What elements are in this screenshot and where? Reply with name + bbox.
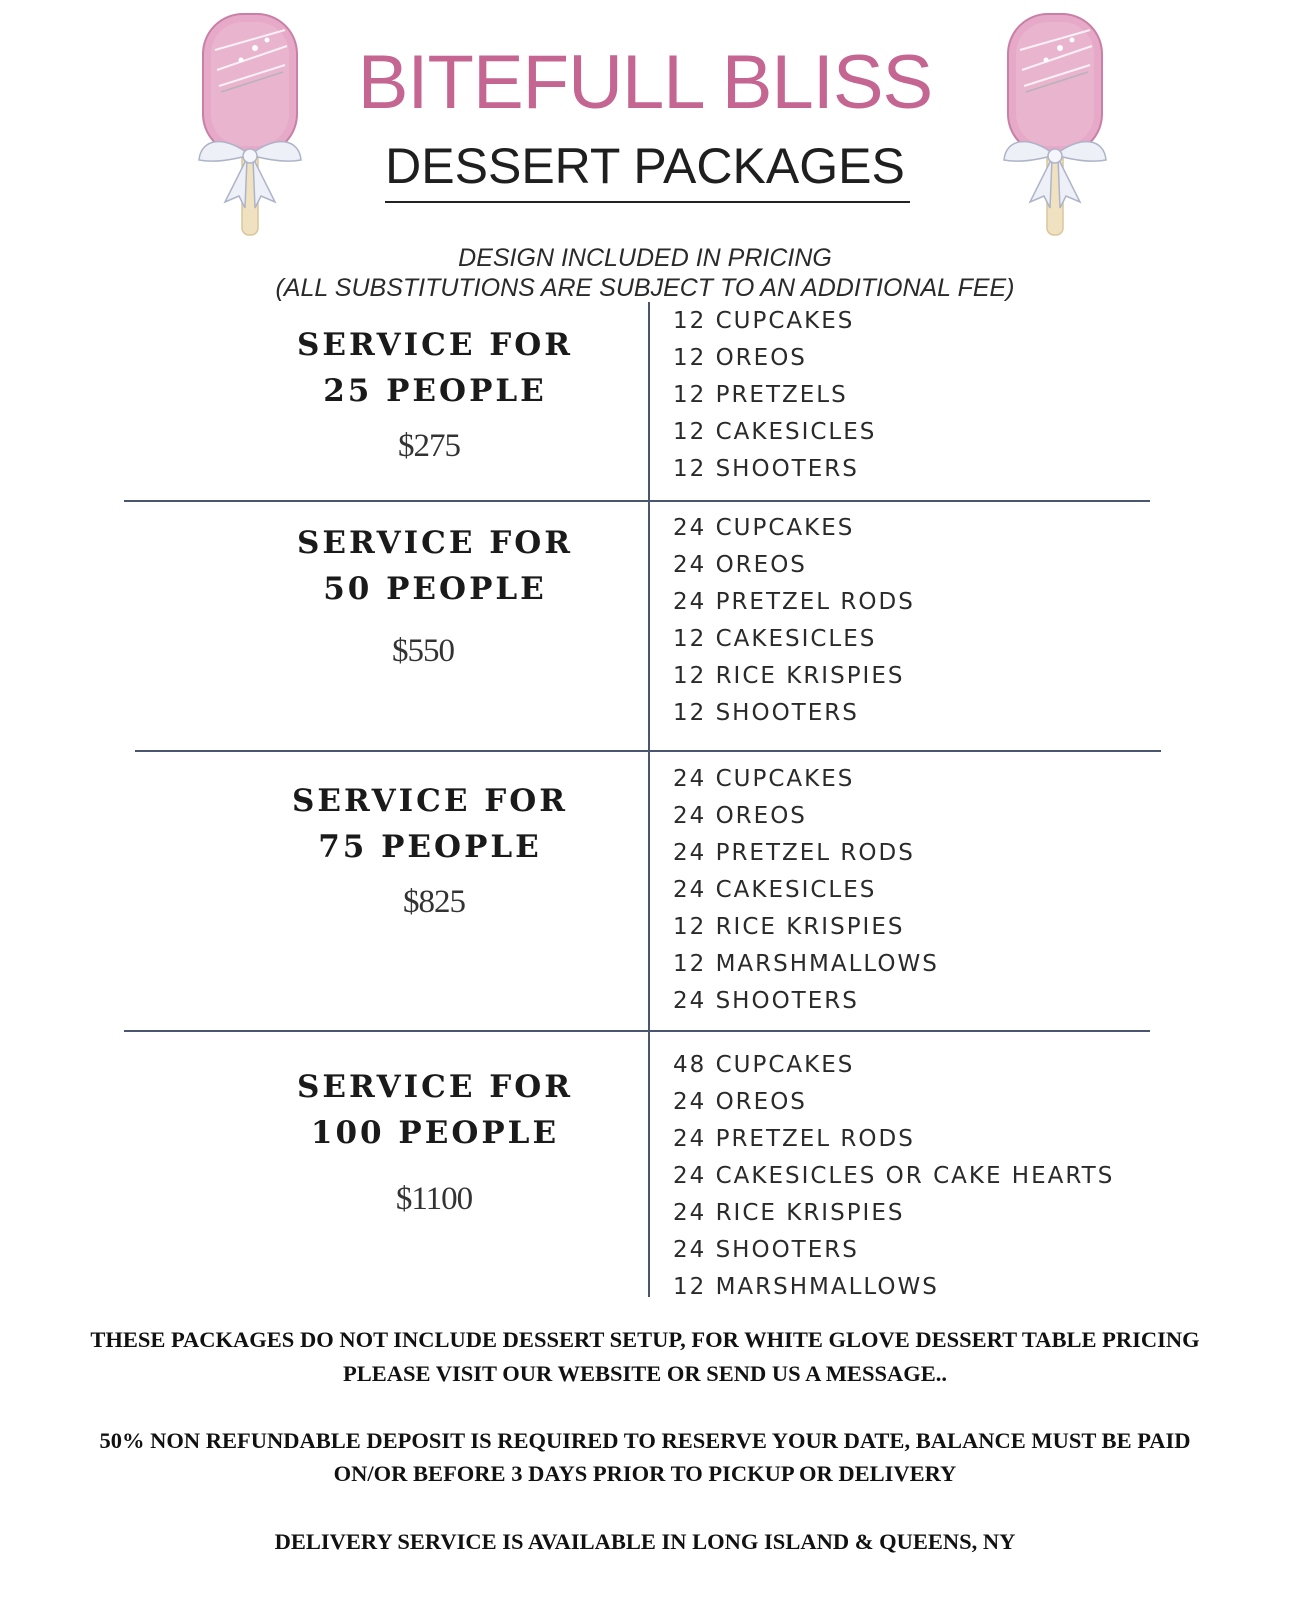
package-heading: 100 PEOPLE — [310, 1115, 560, 1151]
list-item: 12 SHOOTERS — [673, 700, 859, 726]
package-items — [673, 761, 939, 1020]
brand-title: BITEFULL BLISS — [357, 40, 933, 125]
package-heading: SERVICE FOR — [296, 1069, 574, 1105]
title-underline — [385, 201, 910, 203]
list-item: 12 OREOS — [673, 345, 807, 371]
list-item: 24 PRETZEL RODS — [673, 1126, 915, 1152]
package-price: $550 — [392, 633, 454, 669]
package-price: $825 — [403, 884, 465, 920]
package-items — [673, 510, 915, 732]
cakesicle-icon — [1000, 10, 1110, 240]
list-item: 24 CAKESICLES OR CAKE HEARTS — [673, 1163, 1115, 1189]
pricing-note: DESIGN INCLUDED IN PRICING — [458, 244, 832, 272]
list-item: 24 OREOS — [673, 552, 807, 578]
deposit-note: 50% NON REFUNDABLE DEPOSIT IS REQUIRED TO RESERVE YOUR DATE, BALANCE MUST BE PAID — [99, 1428, 1191, 1453]
substitution-note: (ALL SUBSTITUTIONS ARE SUBJECT TO AN ADDITIONAL FEE) — [275, 274, 1015, 302]
list-item: 24 RICE KRISPIES — [673, 1200, 905, 1226]
column-divider — [648, 302, 650, 1297]
package-heading: SERVICE FOR — [296, 525, 574, 561]
list-item: 24 OREOS — [673, 803, 807, 829]
package-heading: SERVICE FOR — [291, 783, 569, 819]
package-price: $1100 — [395, 1181, 473, 1217]
package-heading: SERVICE FOR — [296, 327, 574, 363]
package-heading: 50 PEOPLE — [323, 571, 547, 607]
list-item: 12 PRETZELS — [673, 382, 848, 408]
package-heading: 75 PEOPLE — [318, 829, 542, 865]
list-item: 24 CUPCAKES — [673, 766, 855, 792]
list-item: 48 CUPCAKES — [673, 1052, 855, 1078]
deposit-note: ON/OR BEFORE 3 DAYS PRIOR TO PICKUP OR DELIVERY — [333, 1461, 957, 1486]
delivery-note: DELIVERY SERVICE IS AVAILABLE IN LONG ISLAND & QUEENS, NY — [274, 1529, 1016, 1554]
list-item: 24 PRETZEL RODS — [673, 589, 915, 615]
list-item: 12 MARSHMALLOWS — [673, 1274, 939, 1300]
package-items — [673, 1047, 1114, 1306]
list-item: 24 PRETZEL RODS — [673, 840, 915, 866]
list-item: 24 CAKESICLES — [673, 877, 877, 903]
package-price: $275 — [398, 428, 460, 464]
setup-note: PLEASE VISIT OUR WEBSITE OR SEND US A MESSAGE.. — [343, 1361, 947, 1386]
list-item: 12 RICE KRISPIES — [673, 663, 905, 689]
list-item: 12 SHOOTERS — [673, 456, 859, 482]
setup-note: THESE PACKAGES DO NOT INCLUDE DESSERT SETUP, FOR WHITE GLOVE DESSERT TABLE PRICING — [90, 1327, 1200, 1352]
row-divider — [135, 750, 1161, 752]
list-item: 24 SHOOTERS — [673, 988, 859, 1014]
list-item: 12 RICE KRISPIES — [673, 914, 905, 940]
list-item: 12 CUPCAKES — [673, 308, 855, 334]
list-item: 24 CUPCAKES — [673, 515, 855, 541]
package-items — [673, 303, 876, 488]
package-heading: 25 PEOPLE — [323, 373, 547, 409]
page-title: DESSERT PACKAGES — [385, 138, 905, 194]
list-item: 12 MARSHMALLOWS — [673, 951, 939, 977]
list-item: 24 OREOS — [673, 1089, 807, 1115]
row-divider — [124, 500, 1150, 502]
row-divider — [124, 1030, 1150, 1032]
list-item: 24 SHOOTERS — [673, 1237, 859, 1263]
cakesicle-icon — [195, 10, 305, 240]
list-item: 12 CAKESICLES — [673, 419, 877, 445]
list-item: 12 CAKESICLES — [673, 626, 877, 652]
